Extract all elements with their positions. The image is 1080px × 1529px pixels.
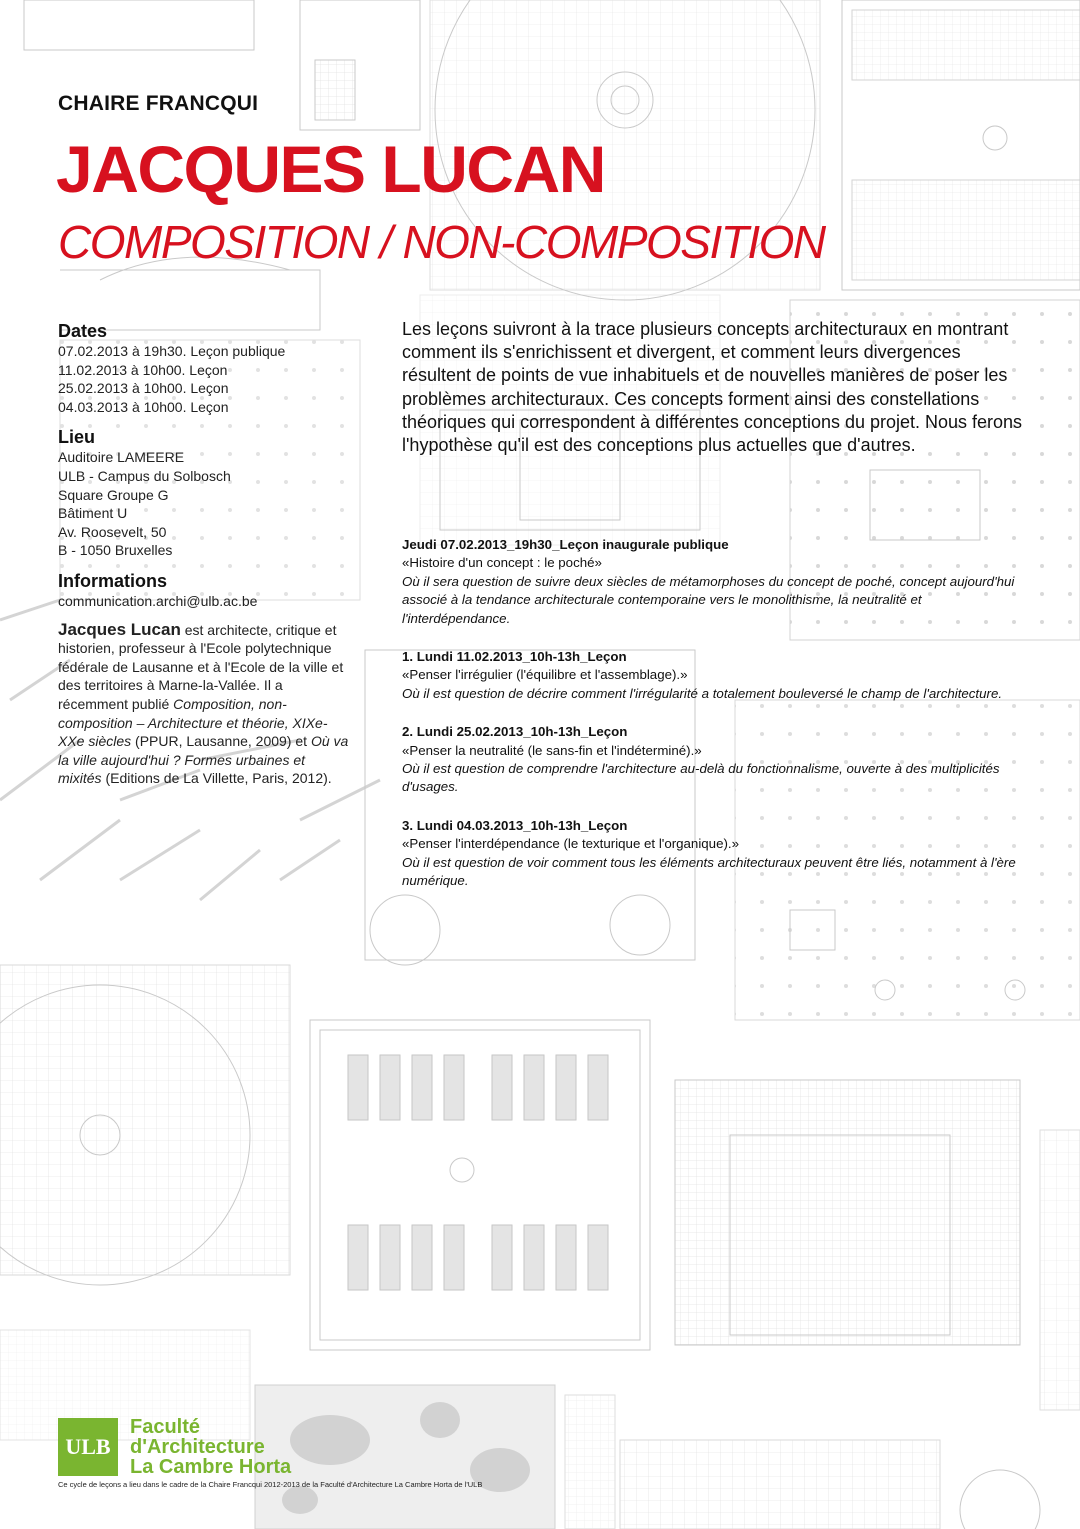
footnote: Ce cycle de leçons a lieu dans le cadre de la Chaire Francqui 2012-2013 de la Faculté d'Architecture La Cambre Horta de l'ULB xyxy=(58,1480,483,1489)
lesson-description: Où il est question de décrire comment l'irrégularité a totalement bouleversé le champ de l'architecture. xyxy=(402,685,1003,701)
lesson-description: Où il sera question de suivre deux siècles de métamorphoses du concept de poché, concept aujourd'hui associé à la tendance architecturale contemporaine vers le monolithisme, la neutralité et l'interdépendance. xyxy=(402,573,1015,626)
informations-section xyxy=(58,570,358,611)
intro-paragraph: Les leçons suivront à la trace plusieurs concepts architecturaux en montrant comment ils s'enrichissent et divergent, et comment leurs divergences résultent de points de vue inhabituels et de nouvelles manières de poser les problèmes architecturaux. Ces concepts forment ainsi des constellations théoriques qui correspondent à différentes conceptions du projet. Nous ferons l'hypothèse qu'il est des conceptions plus actuelles que d'autres. xyxy=(402,319,1023,456)
bio-name: Jacques Lucan xyxy=(58,619,181,639)
venue-heading: Lieu xyxy=(58,427,96,448)
info-sidebar xyxy=(58,320,358,788)
venue-line: Av. Roosevelt, 50 xyxy=(58,523,167,540)
speaker-biography xyxy=(58,621,350,788)
list-item xyxy=(402,817,1022,891)
faculty-name-line: La Cambre Horta xyxy=(130,1456,292,1478)
lecture-series-subtitle: COMPOSITION / NON-COMPOSITION xyxy=(58,216,825,268)
bio-book-title: Composition, non-composition – Architecture et théorie, XIXe-XXe siècles xyxy=(58,695,328,750)
bio-text: (Editions de La Villette, Paris, 2012). xyxy=(101,770,332,787)
lesson-title: «Penser l'interdépendance (le texturique et l'organique).» xyxy=(402,836,739,852)
lesson-heading: 2. Lundi 25.02.2013_10h-13h_Leçon xyxy=(402,724,628,740)
venue-line: B - 1050 Bruxelles xyxy=(58,542,173,559)
lesson-title: «Histoire d'un concept : le poché» xyxy=(402,555,602,571)
lesson-heading: 3. Lundi 04.03.2013_10h-13h_Leçon xyxy=(402,817,628,833)
speaker-name-title: JACQUES LUCAN xyxy=(56,132,605,206)
lesson-description: Où il est question de comprendre l'architecture au-delà du fonctionnalisme, ouverte à des multiplicités d'usages. xyxy=(402,761,1000,795)
venue-section xyxy=(58,426,358,560)
list-item xyxy=(402,648,1022,703)
list-item xyxy=(402,536,1022,628)
lessons-list xyxy=(402,536,1022,911)
faculty-name xyxy=(130,1417,291,1477)
contact-email-link[interactable]: communication.archi@ulb.ac.be xyxy=(58,592,258,609)
venue-line: Square Groupe G xyxy=(58,486,169,503)
venue-line: ULB - Campus du Solbosch xyxy=(58,467,231,484)
bio-text: (PPUR, Lausanne, 2009) et xyxy=(131,733,311,750)
bio-text: est architecte, critique et historien, professeur à l'Ecole polytechnique fédérale de Lausanne et à l'Ecole de la ville et des territoires à Marne-la-Vallée. Il a récemment publié xyxy=(58,621,344,712)
lesson-title: «Penser l'irrégulier (l'équilibre et l'assemblage).» xyxy=(402,667,688,683)
bio-book-title: Où va la ville aujourd'hui ? Formes urbaines et mixités xyxy=(58,733,349,787)
informations-heading: Informations xyxy=(58,570,168,591)
faculty-name-line: d'Architecture xyxy=(130,1436,265,1458)
faculty-name-line: Faculté xyxy=(130,1416,201,1438)
venue-line: Bâtiment U xyxy=(58,505,128,522)
ulb-logo-box: ULB xyxy=(58,1418,118,1476)
list-item xyxy=(402,723,1022,797)
venue-line: Auditoire LAMEERE xyxy=(58,449,185,466)
lesson-title: «Penser la neutralité (le sans-fin et l'indéterminé).» xyxy=(402,742,702,758)
date-item: 25.02.2013 à 10h00. Leçon xyxy=(58,380,229,397)
ulb-faculty-logo xyxy=(58,1417,291,1477)
date-item: 11.02.2013 à 10h00. Leçon xyxy=(58,361,228,378)
lesson-heading: 1. Lundi 11.02.2013_10h-13h_Leçon xyxy=(402,649,627,665)
lesson-description: Où il est question de voir comment tous les éléments architecturaux peuvent être liés, notamment à l'ère numérique. xyxy=(402,854,1016,889)
dates-section xyxy=(58,320,358,416)
lesson-heading: Jeudi 07.02.2013_19h30_Leçon inaugurale publique xyxy=(402,537,729,552)
dates-heading: Dates xyxy=(58,321,108,341)
date-item: 07.02.2013 à 19h30. Leçon publique xyxy=(58,343,286,359)
date-item: 04.03.2013 à 10h00. Leçon xyxy=(58,398,229,415)
chair-label: CHAIRE FRANCQUI xyxy=(58,92,259,115)
